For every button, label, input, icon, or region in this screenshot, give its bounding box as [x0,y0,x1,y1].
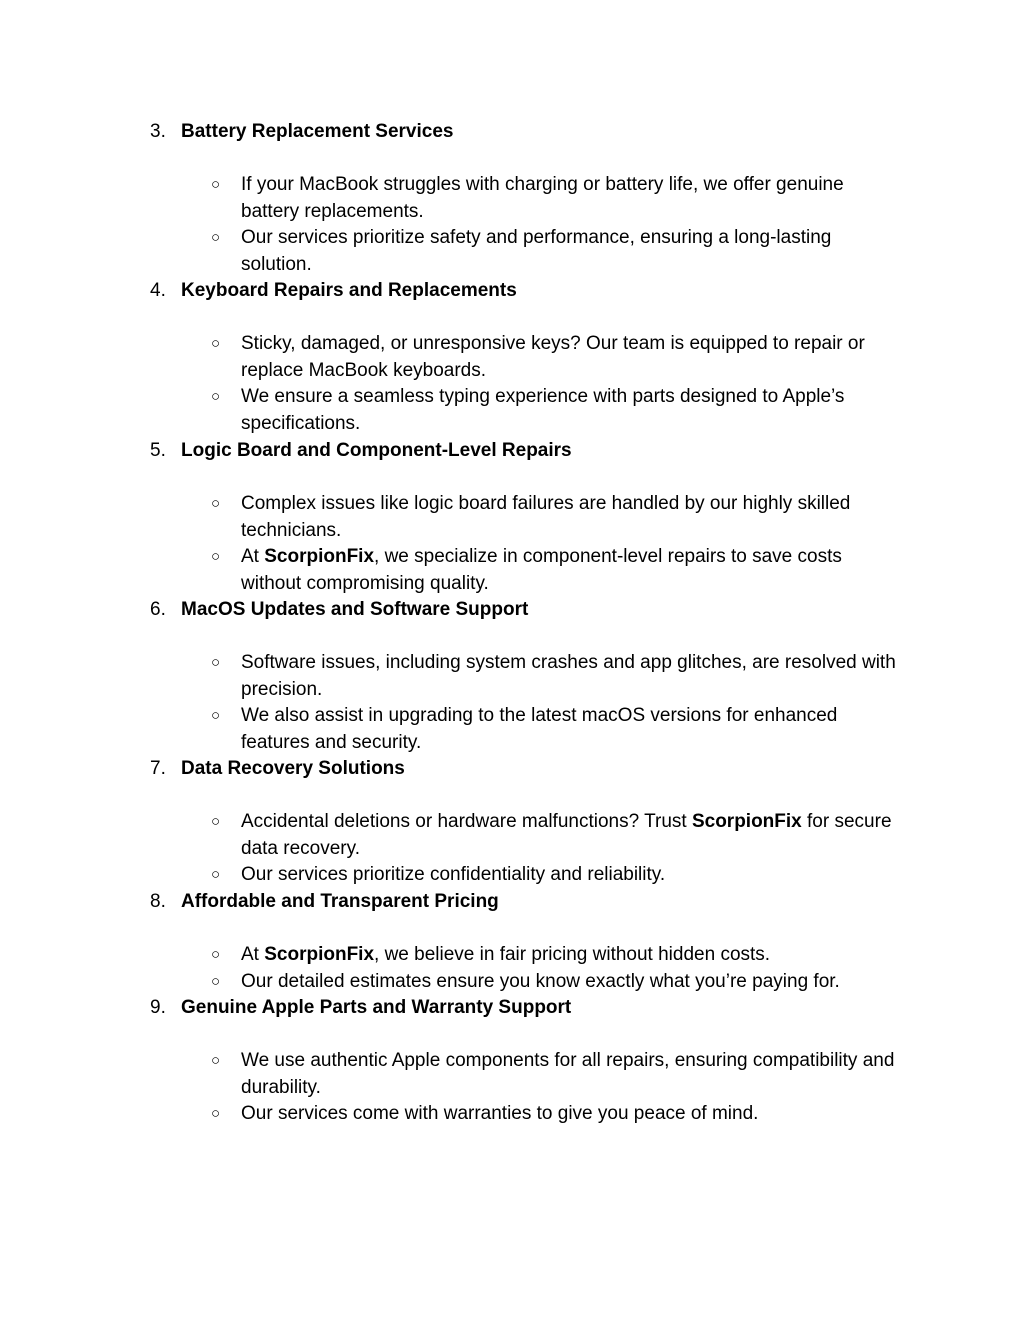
list-item [0,650,906,703]
section-logic-board-repairs [0,438,1024,597]
section-heading [0,597,1024,623]
list-item [0,969,906,996]
hollow-circle-bullet-icon: ○ [211,813,221,830]
section-number: 6. [150,599,166,620]
section-heading [0,119,1024,145]
section-data-recovery [0,756,1024,889]
section-title: Affordable and Transparent Pricing [181,891,499,912]
list-item [0,1101,906,1128]
list-item [0,331,906,384]
section-number: 9. [150,997,166,1018]
bullet-text: At [241,944,265,965]
bullet-text: , we specialize in component-level repairs to save costs without compromising quality. [241,546,842,594]
section-heading [0,438,1024,464]
bullet-text: We also assist in upgrading to the latest macOS versions for enhanced features and security. [241,705,838,753]
hollow-circle-bullet-icon: ○ [211,495,221,512]
bullet-text: We use authentic Apple components for all repairs, ensuring compatibility and durability. [241,1050,895,1098]
section-genuine-parts [0,995,1024,1128]
bullet-text: Our detailed estimates ensure you know exactly what you’re paying for. [241,970,840,992]
list-item [0,942,906,969]
section-title: Battery Replacement Services [181,121,454,142]
section-number: 3. [150,121,166,142]
list-item [0,491,906,544]
bullet-text: We ensure a seamless typing experience with parts designed to Apple’s specifications. [241,386,845,434]
section-number: 7. [150,758,166,779]
hollow-circle-bullet-icon: ○ [211,1052,221,1069]
bullet-list [0,942,1024,995]
section-title: Data Recovery Solutions [181,758,405,779]
brand-name: ScorpionFix [264,944,375,965]
list-item [0,1048,906,1101]
section-title: Keyboard Repairs and Replacements [181,280,517,301]
section-title: Logic Board and Component-Level Repairs [181,440,572,461]
section-number: 4. [150,280,166,301]
bullet-text: for secure data recovery. [241,811,892,859]
section-heading [0,995,1024,1021]
bullet-text: , we believe in fair pricing without hidden costs. [374,944,771,965]
list-item [0,544,906,597]
hollow-circle-bullet-icon: ○ [211,1105,221,1122]
section-title: Genuine Apple Parts and Warranty Support [181,997,572,1018]
hollow-circle-bullet-icon: ○ [211,229,221,246]
list-item [0,809,906,862]
bullet-text: At [241,546,265,567]
bullet-text: If your MacBook struggles with charging or battery life, we offer genuine battery replacements. [241,174,844,222]
section-number: 8. [150,891,166,912]
section-heading [0,756,1024,782]
bullet-text: Sticky, damaged, or unresponsive keys? Our team is equipped to repair or replace MacBook keyboards. [241,333,865,381]
hollow-circle-bullet-icon: ○ [211,972,221,990]
section-pricing [0,889,1024,995]
list-item [0,703,906,756]
brand-name: ScorpionFix [264,546,375,567]
hollow-circle-bullet-icon: ○ [211,654,221,671]
list-item [0,862,906,889]
bullet-text: Our services prioritize safety and performance, ensuring a long-lasting solution. [241,227,832,275]
bullet-text: Accidental deletions or hardware malfunctions? Trust [241,811,692,832]
bullet-list [0,1048,1024,1128]
brand-name: ScorpionFix [691,811,802,832]
bullet-text: Software issues, including system crashes and app glitches, are resolved with precision. [241,652,896,700]
hollow-circle-bullet-icon: ○ [211,866,221,883]
section-battery-replacement [0,119,1024,278]
hollow-circle-bullet-icon: ○ [211,707,221,724]
bullet-text: Our services prioritize confidentiality and reliability. [241,864,666,885]
bullet-text: Our services come with warranties to give you peace of mind. [241,1103,759,1124]
bullet-list [0,809,1024,889]
section-heading [0,889,1024,915]
bullet-list [0,172,1024,278]
hollow-circle-bullet-icon: ○ [211,388,221,405]
section-keyboard-repairs [0,278,1024,437]
hollow-circle-bullet-icon: ○ [211,946,221,963]
bullet-list [0,650,1024,756]
section-heading [0,278,1024,304]
bullet-text: Complex issues like logic board failures are handled by our highly skilled technicians. [241,493,851,541]
hollow-circle-bullet-icon: ○ [211,176,221,193]
bullet-list [0,331,1024,437]
hollow-circle-bullet-icon: ○ [211,548,221,565]
bullet-list [0,491,1024,597]
list-item [0,225,906,278]
hollow-circle-bullet-icon: ○ [211,335,221,352]
section-macos-updates [0,597,1024,756]
list-item [0,384,906,437]
section-title: MacOS Updates and Software Support [181,599,529,620]
section-number: 5. [150,440,166,461]
list-item [0,172,906,225]
